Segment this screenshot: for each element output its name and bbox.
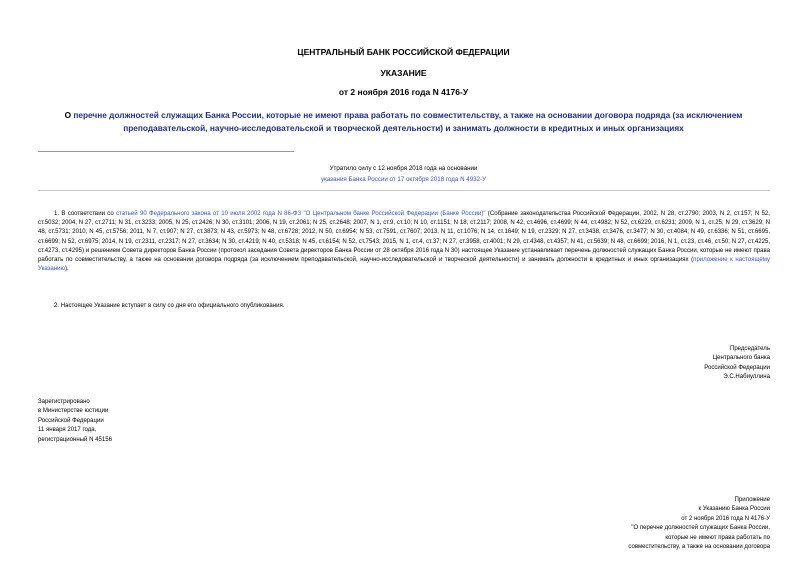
paragraph-2: 2. Настоящее Указание вступает в силу со дня его официального опубликования. [54, 303, 285, 309]
signature-line: Председатель [729, 346, 770, 352]
signature-block [560, 345, 770, 383]
status-divider [38, 190, 770, 191]
registration-block [38, 398, 238, 445]
document-type-heading: УКАЗАНИЕ [380, 68, 427, 78]
registration-line: в Министерстве юстиции [38, 408, 109, 415]
document-title [30, 109, 777, 135]
paragraph-1-body: (Собрание законодательства Российской Федерации, 2002, N 28, ст.2790; 2003, N 2, ст.157; N 52, ст.5032; 2004, N 27, ст.2711; N 31, ст.3233; 2005, N 25, ст.2426; N 30, ст.3101; 2006, N 19, ст.2061; N 25, ст.2648; 2007, N 1, ст.9, ст.10; N 10, ст.1151; N 18, ст.2117; 2008, N 42, ст.4696, ст.4699; N 44, ст.4982; N 52, ст.6229, ст.6231; 2009, N 1, ст.25; N 29, ст.3629; N 48, ст.5731; 2010, N 45, ст.5756; 2011, N 7, ст.907; N 27, ст.3873; N 43, ст.5973; N 48, ст.6728; 2012, N 50, ст.6954; N 53, ст.7591, ст.7607; 2013, N 11, ст.1076; N 14, ст.1649; N 19, ст.2329; N 27, ст.3438, ст.3476, ст.3477; N 30, ст.4084; N 49, ст.6336; N 51, ст.6695, ст.6699; N 52, ст.6975; 2014, N 19, ст.2311, ст.2317; N 27, ст.3634; N 30, ст.4219; N 40, ст.5318; N 45, ст.6154; N 52, ст.7543; 2015, N 1, ст.4, ст.37; N 27, ст.3958, ст.4001; N 29, ст.4348, ст.4357; N 41, ст.5639; N 48, ст.6699; 2016, N 1, ст.23, ст.46, ст.50; N 27, ст.4225, ст.4273, ст.4295) и решением Совета директоров Банка России (протокол заседания Совета директоров Банка России от 28 октября 2016 года N 30) настоящее Указание устанавливает перечень должностей служащих Банка России, которые не имеют права работать по совместительству, а также на основании договора подряда (за исключением преподавательской, научно-исследовательской и творческой деятельности) и занимать должности в кредитных и иных организациях ( [38, 211, 770, 264]
appendix-line: "О перечне должностей служащих Банка России, [631, 525, 770, 532]
registration-line: регистрационный N 45156 [38, 436, 112, 443]
issuer-heading: ЦЕНТРАЛЬНЫЙ БАНК РОССИЙСКОЙ ФЕДЕРАЦИИ [297, 47, 510, 57]
appendix-line: к Указанию Банка России [698, 506, 770, 513]
status-note [240, 163, 567, 185]
document-date-heading: от 2 ноября 2016 года N 4176-У [338, 87, 469, 97]
title-prefix: О [64, 110, 74, 120]
signature-line: Российской Федерации [704, 364, 770, 371]
status-text: Утратило силу с 12 ноября 2018 года на основании [329, 165, 478, 172]
appendix-line: которые не имеют права работать по [665, 534, 770, 541]
registration-line: Российской Федерации [38, 417, 104, 424]
law-article-link[interactable]: статьей 90 Федерального закона от 10 июля 2002 года N 86-ФЗ "О Центральном банке Российской Федерации (Банке России)" [116, 211, 486, 217]
paragraph-1 [38, 210, 770, 274]
status-repeal-link[interactable]: указания Банка России от 17 октября 2018 года N 4932-У [320, 176, 487, 183]
appendix-line: от 2 ноября 2016 года N 4176-У [681, 515, 770, 522]
title-divider [38, 151, 294, 152]
registration-line: 11 января 2017 года, [38, 427, 97, 434]
signature-line: Э.С.Набиуллина [723, 374, 770, 381]
title-link[interactable]: перечне должностей служащих Банка России, которые не имеют права работать по совместительству, а также на основании договора подряда (за исключением преподавательской, научно-исследовательской и творческой деятельности) и занимать должности в кредитных и иных организациях [73, 110, 743, 133]
paragraph-1-end: ). [65, 266, 69, 273]
appendix-line: совместительству, а также на основании договора [628, 544, 770, 551]
appendix-line: Приложение [734, 497, 770, 503]
appendix-block [500, 496, 770, 552]
registration-line: Зарегистрировано [38, 399, 90, 405]
signature-line: Центрального банка [712, 355, 770, 362]
appendix-link[interactable]: приложение к настоящему Указанию [38, 257, 770, 273]
paragraph-1-start: 1. В соответствии со [54, 211, 117, 217]
